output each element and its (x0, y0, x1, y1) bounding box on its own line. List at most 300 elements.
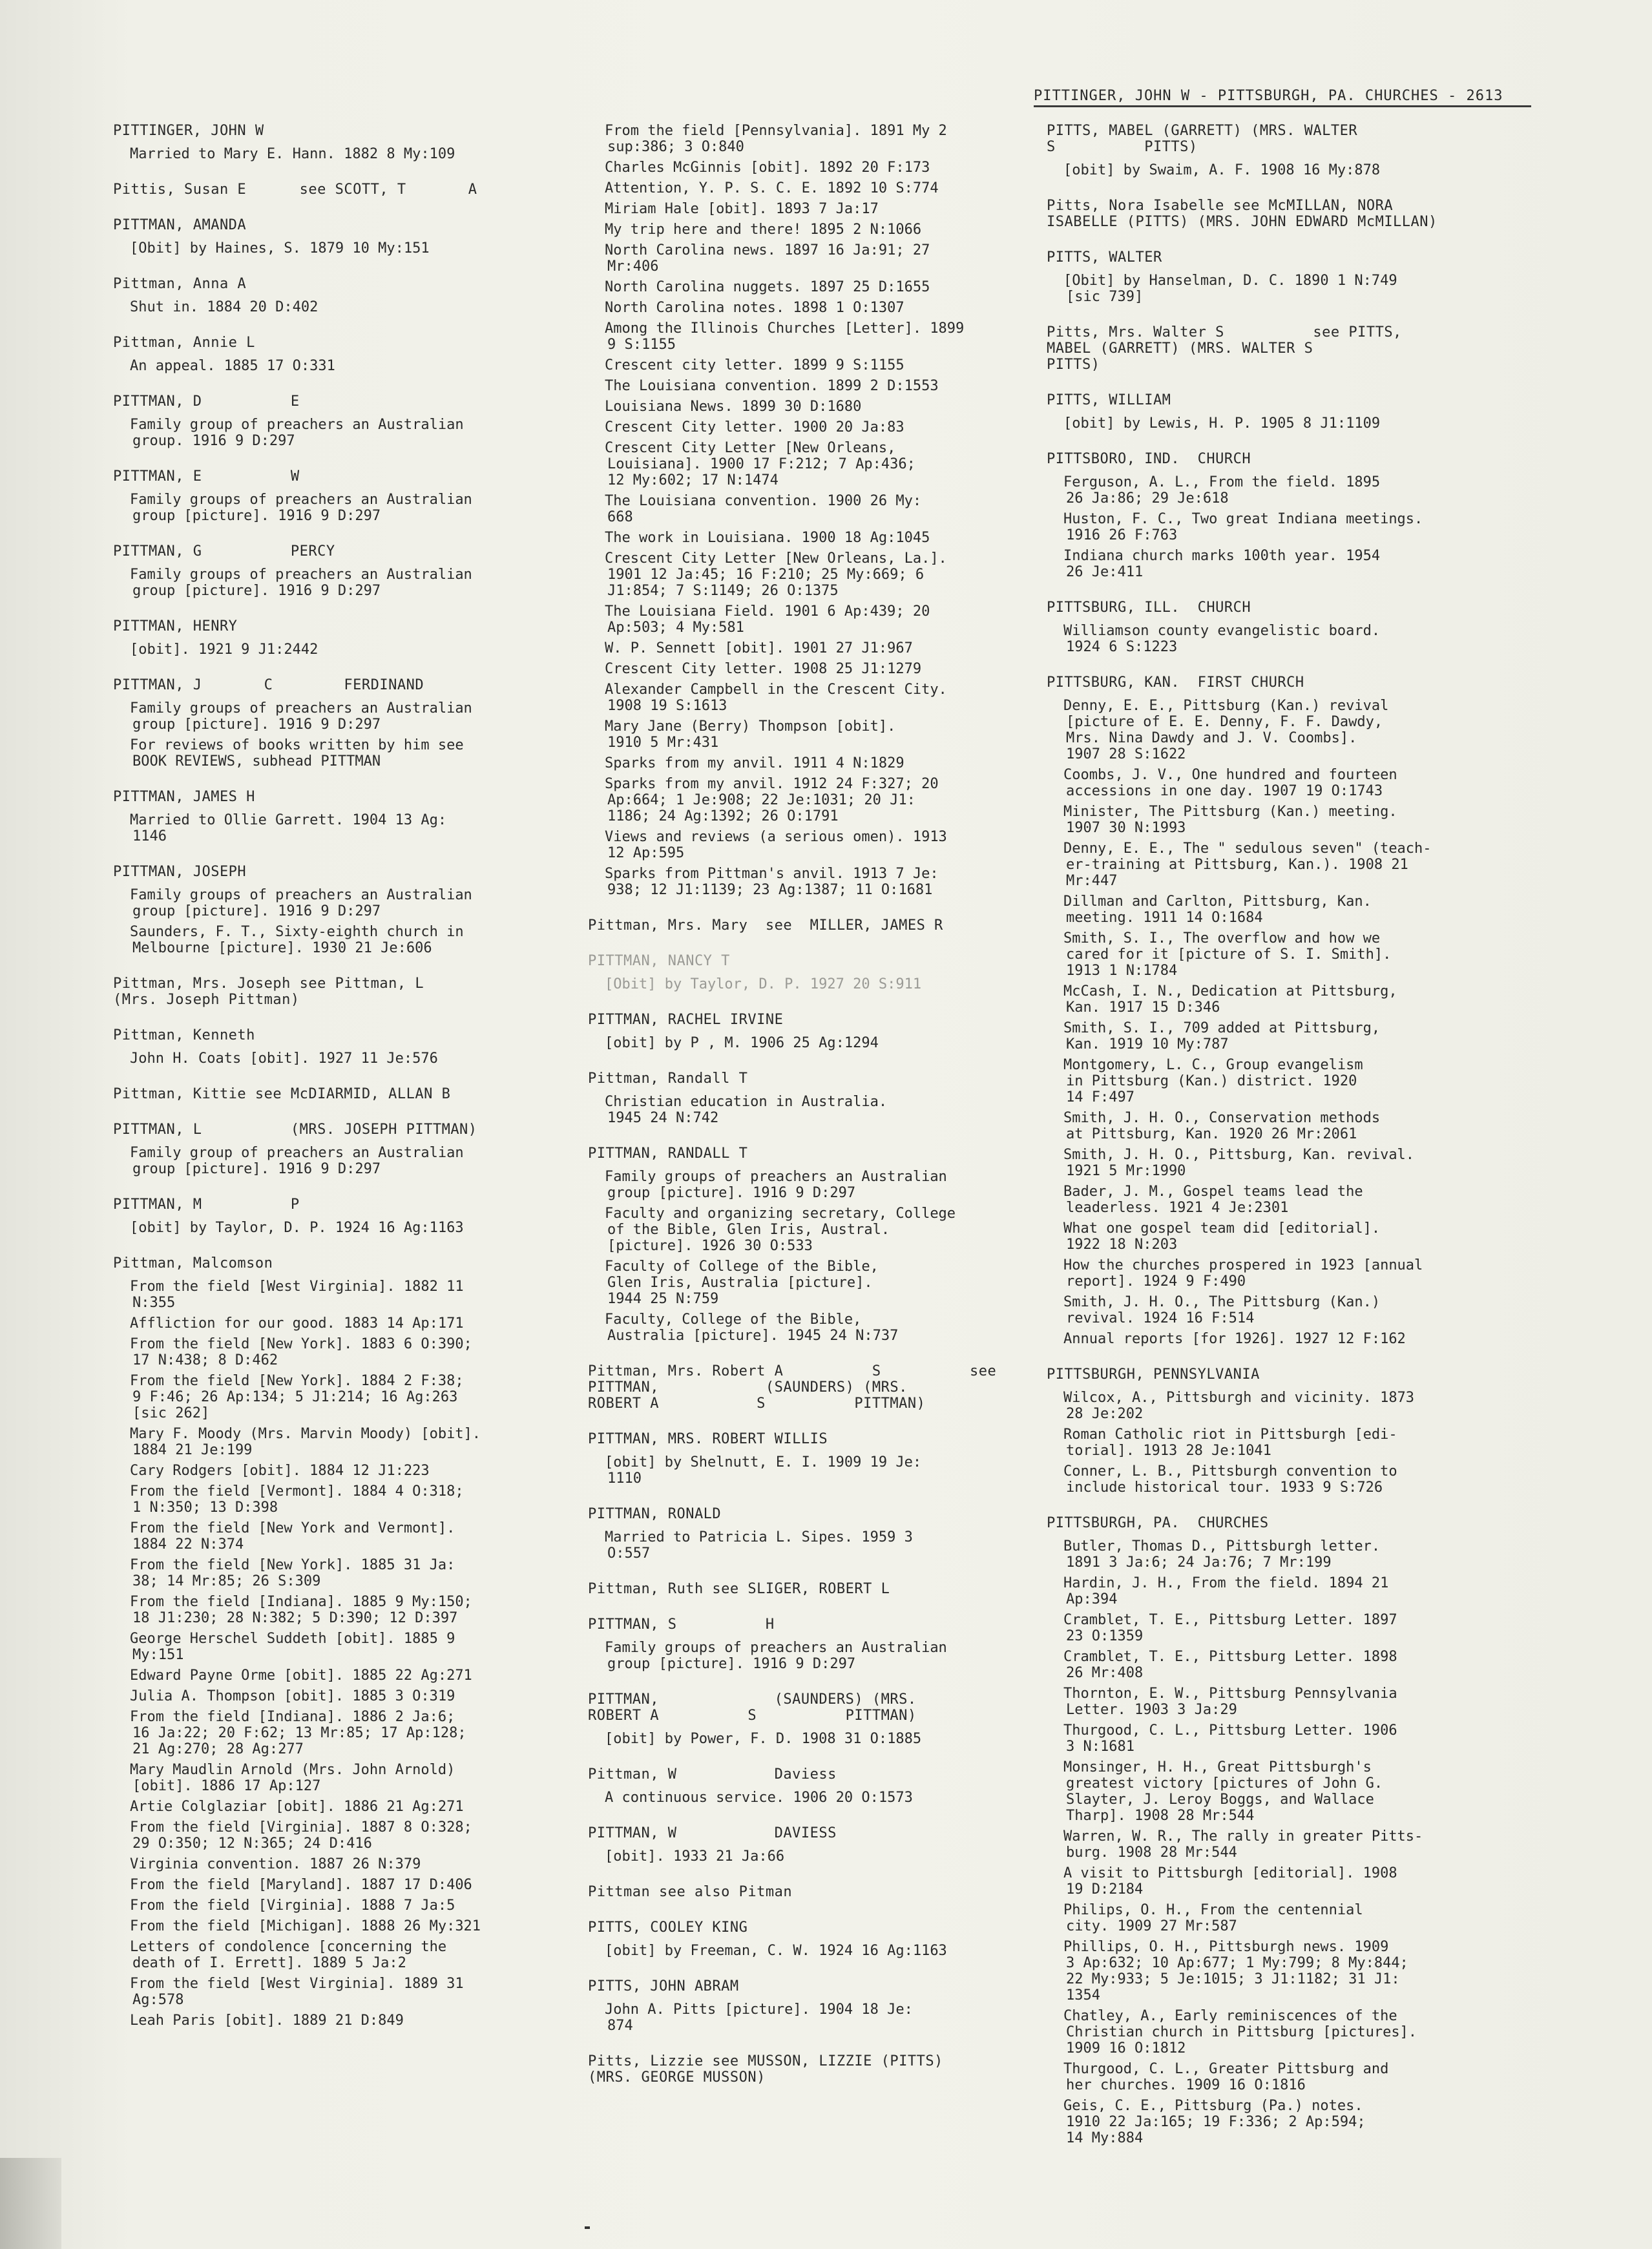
citation-line: John A. Pitts [picture]. 1904 18 Je: (605, 2002, 913, 2018)
citation-line: Phillips, O. H., Pittsburgh news. 1909 (1063, 1939, 1389, 1955)
entry-heading: Pittman, Kittie see McDIARMID, ALLAN B (113, 1086, 451, 1102)
citation (113, 1426, 539, 1458)
citation-line: Attention, Y. P. S. C. E. 1892 10 S:774 (605, 180, 939, 196)
citation-line: N:355 (132, 1295, 176, 1311)
entry-heading: PITTMAN, RONALD (588, 1506, 722, 1522)
citation (113, 1856, 539, 1872)
index-entry (1047, 249, 1538, 305)
citation-line: 16 Ja:22; 20 F:62; 13 Mr:85; 17 Ap:128; (132, 1725, 466, 1741)
citation-line: Family groups of preachers an Australian (130, 700, 472, 717)
citation-line: Smith, S. I., The overflow and how we (1063, 930, 1381, 947)
citation-line: accessions in one day. 1907 19 O:1743 (1066, 783, 1383, 799)
citation-line: group. 1916 9 D:297 (132, 433, 295, 449)
citation (1047, 1612, 1538, 1644)
citation-line: Married to Ollie Garrett. 1904 13 Ag: (130, 812, 447, 828)
citation-line: An appeal. 1885 17 O:331 (130, 358, 335, 374)
citation-line: From the field [Indiana]. 1886 2 Ja:6; (130, 1709, 455, 1725)
citation-line: Smith, J. H. O., The Pittsburg (Kan.) (1063, 1294, 1381, 1310)
citation-line: [obit] by P , M. 1906 25 Ag:1294 (605, 1035, 879, 1051)
citation (588, 1848, 1040, 1865)
citation-line: [sic 739] (1066, 289, 1144, 305)
index-entry (113, 1086, 539, 1102)
citation-line: Sparks from my anvil. 1912 24 F:327; 20 (605, 776, 939, 792)
citation-line: North Carolina notes. 1898 1 O:1307 (605, 300, 904, 316)
entry-heading: PITTMAN, AMANDA (113, 217, 247, 233)
citation-line: What one gospel team did [editorial]. (1063, 1220, 1381, 1237)
citation-line: cared for it [picture of S. I. Smith]. (1066, 947, 1392, 963)
citation-line: Annual reports [for 1926]. 1927 12 F:162 (1063, 1331, 1406, 1347)
index-entry (588, 1145, 1040, 1344)
citation-line: Sparks from Pittman's anvil. 1913 7 Je: (605, 866, 939, 882)
citation (113, 1762, 539, 1794)
citation-line: 1910 22 Ja:165; 19 F:336; 2 Ap:594; (1066, 2114, 1366, 2130)
citation (1047, 1902, 1538, 1934)
citation (1047, 1686, 1538, 1718)
citation-line: 28 Je:202 (1066, 1406, 1144, 1422)
citation (113, 1877, 539, 1893)
citation (588, 378, 1040, 394)
citation (588, 866, 1040, 898)
citation-line: Thurgood, C. L., Greater Pittsburg and (1063, 2061, 1389, 2077)
citation-line: [obit]. 1886 17 Ap:127 (132, 1778, 321, 1794)
citation (588, 976, 1040, 992)
index-entry (588, 1766, 1040, 1806)
citation-line: From the field [Maryland]. 1887 17 D:406 (130, 1877, 472, 1893)
citation-line: 23 O:1359 (1066, 1628, 1144, 1644)
citation-line: [obit]. 1933 21 Ja:66 (605, 1848, 785, 1865)
citation-line: Minister, The Pittsburg (Kan.) meeting. (1063, 804, 1397, 820)
citation-line: From the field [New York]. 1884 2 F:38; (130, 1373, 464, 1389)
citation (1047, 1828, 1538, 1861)
citation (588, 160, 1040, 176)
citation-line: O:557 (607, 1545, 651, 1562)
citation-line: [obit]. 1921 9 J1:2442 (130, 642, 319, 658)
citation (113, 417, 539, 449)
citation (113, 1463, 539, 1479)
entry-heading: PITTS, WILLIAM (1047, 392, 1171, 408)
citation-line: Cramblet, T. E., Pittsburg Letter. 1898 (1063, 1649, 1397, 1665)
citation-line: The Louisiana convention. 1899 2 D:1553 (605, 378, 939, 394)
index-entry (588, 1884, 1040, 1900)
citation-line: burg. 1908 28 Mr:544 (1066, 1845, 1237, 1861)
citation-line: Dillman and Carlton, Pittsburg, Kan. (1063, 894, 1372, 910)
citation (588, 1454, 1040, 1487)
citation (1047, 1057, 1538, 1105)
citation-line: 1908 19 S:1613 (607, 698, 727, 714)
citation-line: North Carolina nuggets. 1897 25 D:1655 (605, 279, 930, 295)
index-entry (1047, 675, 1538, 1347)
entry-heading: PITTMAN, RANDALL T (588, 1145, 748, 1162)
citation-line: 1907 30 N:1993 (1066, 820, 1186, 836)
entry-heading: PITTMAN, E W (113, 468, 300, 485)
citation-line: group [picture]. 1916 9 D:297 (132, 1161, 381, 1177)
citation-line: Philips, O. H., From the centennial (1063, 1902, 1363, 1918)
citation (588, 419, 1040, 435)
index-entry (113, 864, 539, 956)
index-entry (588, 1616, 1040, 1672)
entry-heading: Pittman, W Daviess (588, 1766, 837, 1783)
entry-heading: PITTMAN, D E (113, 393, 300, 410)
entry-heading: PITTMAN, G PERCY (113, 543, 335, 560)
citation-line: Mary Maudlin Arnold (Mrs. John Arnold) (130, 1762, 455, 1778)
citation (113, 1220, 539, 1236)
citation-line: 26 Ja:86; 29 Je:618 (1066, 490, 1229, 507)
citation-line: Ap:394 (1066, 1591, 1118, 1607)
citation (588, 399, 1040, 415)
citation (588, 1943, 1040, 1959)
citation-line: [obit] by Freeman, C. W. 1924 16 Ag:1163 (605, 1943, 947, 1959)
index-entry (113, 677, 539, 769)
citation-line: [obit] by Shelnutt, E. I. 1909 19 Je: (605, 1454, 922, 1470)
citation-line: The Louisiana Field. 1901 6 Ap:439; 20 (605, 603, 930, 620)
citation-line: Ferguson, A. L., From the field. 1895 (1063, 474, 1381, 490)
citation (588, 1731, 1040, 1747)
citation-line: meeting. 1911 14 O:1684 (1066, 910, 1263, 926)
citation-line: Ap:503; 4 My:581 (607, 620, 744, 636)
index-entry (113, 393, 539, 449)
citation (1047, 804, 1538, 836)
citation (1047, 2098, 1538, 2146)
citation-line: Conner, L. B., Pittsburgh convention to (1063, 1463, 1397, 1480)
citation-line: 18 J1:230; 28 N:382; 5 D:390; 12 D:397 (132, 1610, 458, 1626)
citation-line: [Obit] by Taylor, D. P. 1927 20 S:911 (605, 976, 922, 992)
index-entry (588, 1431, 1040, 1487)
citation-line: 1907 28 S:1622 (1066, 746, 1186, 762)
citation-line: 9 S:1155 (607, 337, 676, 353)
citation-line: of the Bible, Glen Iris, Austral. (607, 1222, 890, 1238)
entry-heading: PITTMAN, S H (588, 1616, 775, 1633)
citation-line: From the field [Michigan]. 1888 26 My:321 (130, 1918, 481, 1934)
citation-line: From the field [Vermont]. 1884 4 O:318; (130, 1483, 464, 1500)
entry-heading: Pittman, Randall T (588, 1071, 748, 1087)
citation (113, 1898, 539, 1914)
citation (588, 300, 1040, 316)
entry-heading: Pitts, Nora Isabelle see McMILLAN, NORA ISABELLE (PITTS) (MRS. JOHN EDWARD McMILLAN) (1047, 198, 1438, 230)
index-entry (1047, 392, 1538, 432)
citation-line: Ag:578 (132, 1992, 184, 2008)
citation-line: The Louisiana convention. 1900 26 My: (605, 493, 922, 509)
citation-line: 1922 18 N:203 (1066, 1237, 1178, 1253)
citation (113, 1709, 539, 1757)
citation-line: From the field [New York and Vermont]. (130, 1520, 455, 1536)
index-entry (588, 1691, 1040, 1747)
citation-line: group [picture]. 1916 9 D:297 (132, 508, 381, 524)
citation (588, 1035, 1040, 1051)
citation (113, 737, 539, 769)
citation-line: [obit] by Lewis, H. P. 1905 8 J1:1109 (1063, 415, 1381, 432)
citation (113, 1051, 539, 1067)
citation-line: Faculty of College of the Bible, (605, 1259, 879, 1275)
citation-line: 1884 22 N:374 (132, 1536, 244, 1553)
index-entry (1047, 324, 1538, 373)
citation-line: Mrs. Nina Dawdy and J. V. Coombs]. (1066, 730, 1357, 746)
citation (1047, 698, 1538, 762)
citation (588, 320, 1040, 353)
index-entry (113, 123, 539, 162)
entry-heading: Pittman, Mrs. Mary see MILLER, JAMES R (588, 917, 943, 934)
citation-line: 1891 3 Ja:6; 24 Ja:76; 7 Mr:199 (1066, 1554, 1332, 1571)
index-entry (113, 976, 539, 1008)
citation-line: Affliction for our good. 1883 14 Ap:171 (130, 1315, 464, 1332)
entry-heading: PITTMAN, JAMES H (113, 789, 255, 805)
citation-line: W. P. Sennett [obit]. 1901 27 J1:967 (605, 640, 913, 656)
citation-line: BOOK REVIEWS, subhead PITTMAN (132, 753, 381, 769)
citation-line: From the field [New York]. 1885 31 Ja: (130, 1557, 455, 1573)
entry-heading: PITTMAN, J C FERDINAND (113, 677, 424, 693)
running-header: PITTINGER, JOHN W - PITTSBURGH, PA. CHURCHES - 2613 (1034, 88, 1531, 107)
citation (113, 358, 539, 374)
citation (588, 242, 1040, 275)
citation-line: sup:386; 3 O:840 (607, 139, 744, 155)
entry-heading: PITTINGER, JOHN W (113, 123, 264, 139)
citation-line: Married to Patricia L. Sipes. 1959 3 (605, 1529, 913, 1545)
citation-line: Crescent city letter. 1899 9 S:1155 (605, 357, 904, 373)
citation-line: [Obit] by Haines, S. 1879 10 My:151 (130, 240, 430, 256)
citation-line: From the field [Virginia]. 1888 7 Ja:5 (130, 1898, 455, 1914)
citation-line: 1910 5 Mr:431 (607, 735, 719, 751)
citation (588, 2002, 1040, 2034)
citation-line: city. 1909 27 Mr:587 (1066, 1918, 1237, 1934)
citation (113, 1668, 539, 1684)
citation (113, 887, 539, 919)
citation (1047, 623, 1538, 655)
entry-heading: PITTMAN, NANCY T (588, 953, 730, 969)
citation-line: 21 Ag:270; 28 Ag:277 (132, 1741, 304, 1757)
entry-heading: Pittman, Malcomson (113, 1255, 273, 1271)
citation-line: From the field [New York]. 1883 6 O:390; (130, 1336, 472, 1352)
citation (113, 700, 539, 733)
citation-line: George Herschel Suddeth [obit]. 1885 9 (130, 1631, 455, 1647)
citation-line: John H. Coats [obit]. 1927 11 Je:576 (130, 1051, 438, 1067)
citation-line: Family groups of preachers an Australian (605, 1640, 947, 1656)
citation-line: 1921 5 Mr:1990 (1066, 1163, 1186, 1179)
index-entry (113, 217, 539, 256)
entry-heading: Pitts, Mrs. Walter S see PITTS, MABEL (GARRETT) (MRS. WALTER S PITTS) (1047, 324, 1402, 373)
citation-line: Cary Rodgers [obit]. 1884 12 J1:223 (130, 1463, 430, 1479)
index-entry (588, 1506, 1040, 1562)
citation (588, 1094, 1040, 1126)
citation (1047, 841, 1538, 889)
citation (588, 603, 1040, 636)
citation (1047, 1110, 1538, 1142)
citation-line: er-training at Pittsburg, Kan.). 1908 21 (1066, 857, 1408, 873)
citation-line: Among the Illinois Churches [Letter]. 1899 (605, 320, 965, 337)
citation-line: Glen Iris, Australia [picture]. (607, 1275, 873, 1291)
entry-heading: PITTSBURG, ILL. CHURCH (1047, 600, 1251, 616)
citation-line: 668 (607, 509, 633, 525)
citation-line: 19 D:2184 (1066, 1881, 1144, 1898)
citation-line: Smith, S. I., 709 added at Pittsburg, (1063, 1020, 1381, 1036)
index-entry (1047, 1515, 1538, 2146)
citation (113, 1336, 539, 1368)
citation-line: Denny, E. E., The " sedulous seven" (teach- (1063, 841, 1432, 857)
citation-line: Indiana church marks 100th year. 1954 (1063, 548, 1381, 564)
citation-line: 1913 1 N:1784 (1066, 963, 1178, 979)
citation-line: A visit to Pittsburgh [editorial]. 1908 (1063, 1865, 1397, 1881)
citation-line: 1916 26 F:763 (1066, 527, 1178, 543)
citation (1047, 1390, 1538, 1422)
citation (588, 222, 1040, 238)
citation-line: [sic 262] (132, 1405, 210, 1421)
citation-line: group [picture]. 1916 9 D:297 (607, 1185, 856, 1201)
citation (588, 440, 1040, 488)
citation-line: 3 Ap:632; 10 Ap:677; 1 My:799; 8 My:844; (1066, 1955, 1408, 1971)
citation-line: Denny, E. E., Pittsburg (Kan.) revival (1063, 698, 1389, 714)
entry-heading: PITTS, JOHN ABRAM (588, 1978, 739, 1994)
entry-heading: PITTS, COOLEY KING (588, 1919, 748, 1936)
citation (1047, 1649, 1538, 1681)
citation-line: Butler, Thomas D., Pittsburgh letter. (1063, 1538, 1381, 1554)
citation (113, 1819, 539, 1852)
citation-line: Chatley, A., Early reminiscences of the (1063, 2008, 1397, 2024)
citation-line: [obit] by Power, F. D. 1908 31 O:1885 (605, 1731, 922, 1747)
column-3 (1047, 123, 1538, 2166)
column-2 (588, 123, 1040, 2105)
citation (113, 1976, 539, 2008)
index-entry (588, 1071, 1040, 1126)
citation (588, 357, 1040, 373)
citation (1047, 1257, 1538, 1290)
citation (113, 812, 539, 844)
citation-line: group [picture]. 1916 9 D:297 (132, 903, 381, 919)
citation (1047, 1722, 1538, 1755)
citation (1047, 983, 1538, 1016)
index-entry (1047, 123, 1538, 178)
entry-heading: Pittis, Susan E see SCOTT, T A (113, 182, 477, 198)
citation (113, 1557, 539, 1589)
citation-line: Faculty and organizing secretary, College (605, 1206, 956, 1222)
citation-line: A continuous service. 1906 20 O:1573 (605, 1790, 913, 1806)
citation-line: Cramblet, T. E., Pittsburg Letter. 1897 (1063, 1612, 1397, 1628)
index-entry (588, 1581, 1040, 1597)
index-entry (113, 1027, 539, 1067)
citation-line: Australia [picture]. 1945 24 N:737 (607, 1328, 899, 1344)
index-entry (588, 917, 1040, 934)
index-entry (588, 1978, 1040, 2034)
citation-line: Family group of preachers an Australian (130, 1145, 464, 1161)
citation-line: greatest victory [pictures of John G. (1066, 1775, 1383, 1792)
citation-line: revival. 1924 16 F:514 (1066, 1310, 1255, 1326)
index-entry (113, 335, 539, 374)
citation-line: Family groups of preachers an Australian (130, 887, 472, 903)
citation-line: Slayter, J. Leroy Boggs, and Wallace (1066, 1792, 1374, 1808)
citation (113, 1594, 539, 1626)
citation-line: Christian church in Pittsburg [pictures]. (1066, 2024, 1417, 2040)
entry-heading: PITTMAN, (SAUNDERS) (MRS. ROBERT A S PITTMAN) (588, 1691, 917, 1724)
citation (113, 1520, 539, 1553)
citation-line: 1944 25 N:759 (607, 1291, 719, 1307)
citation-line: From the field [Indiana]. 1885 9 My:150; (130, 1594, 472, 1610)
index-entry (588, 123, 1040, 898)
index-entry (588, 1825, 1040, 1865)
citation-line: 1945 24 N:742 (607, 1110, 719, 1126)
citation-line: Sparks from my anvil. 1911 4 N:1829 (605, 755, 904, 771)
entry-heading: Pittman, Ruth see SLIGER, ROBERT L (588, 1581, 890, 1597)
index-entry (1047, 198, 1538, 230)
index-entry (1047, 451, 1538, 580)
entry-heading: PITTMAN, MRS. ROBERT WILLIS (588, 1431, 828, 1447)
citation (113, 240, 539, 256)
citation (1047, 1865, 1538, 1898)
citation (588, 1529, 1040, 1562)
index-entry (588, 1363, 1040, 1412)
citation-line: Crescent City Letter [New Orleans, La.]. (605, 550, 947, 567)
citation-line: Christian education in Australia. (605, 1094, 888, 1110)
citation-line: 12 Ap:595 (607, 845, 685, 861)
citation (1047, 1294, 1538, 1326)
index-entry (113, 1122, 539, 1177)
citation (1047, 930, 1538, 979)
entry-heading: Pittman see also Pitman (588, 1884, 793, 1900)
citation-line: torial]. 1913 28 Je:1041 (1066, 1443, 1271, 1459)
citation-line: 1146 (132, 828, 167, 844)
entry-heading: PITTSBURG, KAN. FIRST CHURCH (1047, 675, 1304, 691)
citation (1047, 1220, 1538, 1253)
citation-line: Smith, J. H. O., Conservation methods (1063, 1110, 1381, 1126)
citation-line: Roman Catholic riot in Pittsburgh [edi- (1063, 1427, 1397, 1443)
citation (588, 1640, 1040, 1672)
citation-line: Edward Payne Orme [obit]. 1885 22 Ag:271 (130, 1668, 472, 1684)
citation (1047, 1020, 1538, 1052)
citation-line: Tharp]. 1908 28 Mr:544 (1066, 1808, 1255, 1824)
citation-line: Louisiana News. 1899 30 D:1680 (605, 399, 862, 415)
citation-line: 874 (607, 2018, 633, 2034)
entry-heading: PITTSBORO, IND. CHURCH (1047, 451, 1251, 467)
citation-line: From the field [Pennsylvania]. 1891 My 2 (605, 123, 947, 139)
citation-line: Smith, J. H. O., Pittsburg, Kan. revival. (1063, 1147, 1415, 1163)
entry-heading: Pittman, Kenneth (113, 1027, 255, 1043)
entry-heading: PITTSBURGH, PA. CHURCHES (1047, 1515, 1269, 1531)
citation-line: Virginia convention. 1887 26 N:379 (130, 1856, 421, 1872)
citation (113, 642, 539, 658)
citation-line: [picture of E. E. Denny, F. F. Dawdy, (1066, 714, 1383, 730)
entry-heading: PITTMAN, W DAVIESS (588, 1825, 837, 1841)
citation-line: Coombs, J. V., One hundred and fourteen (1063, 767, 1397, 783)
citation-line: Saunders, F. T., Sixty-eighth church in (130, 924, 464, 940)
citation-line: From the field [West Virginia]. 1889 31 (130, 1976, 464, 1992)
citation (1047, 1184, 1538, 1216)
citation (588, 682, 1040, 714)
citation (1047, 1759, 1538, 1824)
citation-line: group [picture]. 1916 9 D:297 (607, 1656, 856, 1672)
citation (1047, 474, 1538, 507)
citation (113, 492, 539, 524)
index-entry (588, 1919, 1040, 1959)
citation-line: How the churches prospered in 1923 [annual (1063, 1257, 1423, 1273)
citation-line: death of I. Errett]. 1889 5 Ja:2 (132, 1955, 406, 1971)
citation (1047, 1939, 1538, 2003)
citation-line: From the field [Virginia]. 1887 8 O:328; (130, 1819, 472, 1836)
citation (588, 1169, 1040, 1201)
citation-line: 3 N:1681 (1066, 1739, 1134, 1755)
citation-line: leaderless. 1921 4 Je:2301 (1066, 1200, 1289, 1216)
citation-line: Mr:447 (1066, 873, 1118, 889)
citation-line: Family group of preachers an Australian (130, 417, 464, 433)
citation-line: Mary F. Moody (Mrs. Marvin Moody) [obit]. (130, 1426, 481, 1442)
citation (588, 640, 1040, 656)
citation-line: at Pittsburg, Kan. 1920 26 Mr:2061 (1066, 1126, 1357, 1142)
citation-line: 1 N:350; 13 D:398 (132, 1500, 278, 1516)
index-entry (113, 618, 539, 658)
citation-line: Crescent City Letter [New Orleans, (605, 440, 896, 456)
citation-line: 14 F:497 (1066, 1089, 1134, 1105)
entry-heading: PITTMAN, M P (113, 1197, 300, 1213)
citation-line: J1:854; 7 S:1149; 26 O:1375 (607, 583, 839, 599)
citation-line: Family groups of preachers an Australian (130, 567, 472, 583)
citation (1047, 2008, 1538, 2056)
citation (1047, 273, 1538, 305)
citation-line: Kan. 1919 10 My:787 (1066, 1036, 1229, 1052)
